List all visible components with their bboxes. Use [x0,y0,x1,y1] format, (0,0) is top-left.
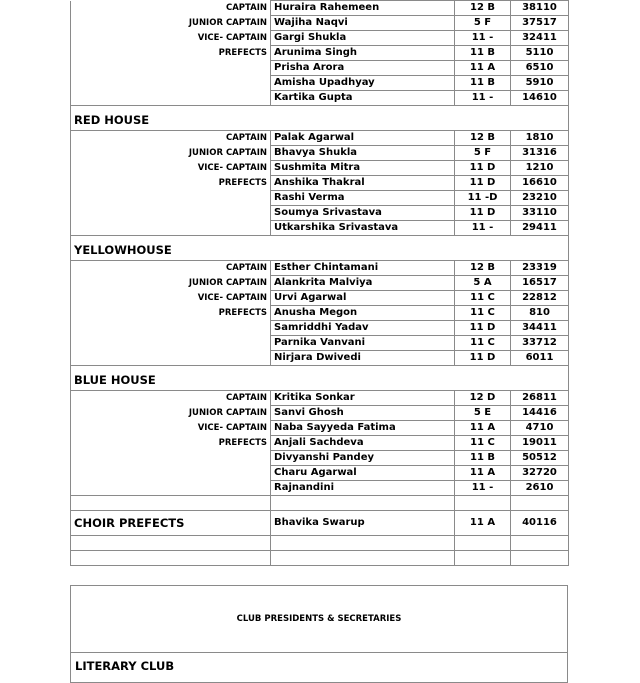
member-row [71,61,569,76]
position-cell [71,466,271,481]
admission-number-cell: 34411 [511,321,569,336]
admission-number-cell: 33712 [511,336,569,351]
name-cell: Gargi Shukla [271,31,455,46]
member-row [71,76,569,91]
position-cell: PREFECTS [71,46,271,61]
name-cell: Anusha Megon [271,306,455,321]
class-cell: 5 E [455,406,511,421]
class-cell: 5 F [455,16,511,31]
house-title: BLUE HOUSE [71,366,569,391]
class-cell: 11 A [455,511,511,536]
admission-number-cell: 14416 [511,406,569,421]
admission-number-cell: 16610 [511,176,569,191]
name-cell: Bhavya Shukla [271,146,455,161]
name-cell: Sanvi Ghosh [271,406,455,421]
empty-cell [71,536,271,551]
empty-cell [71,551,271,566]
member-row [71,421,569,436]
member-row [71,436,569,451]
member-row [71,391,569,406]
house-title: RED HOUSE [71,106,569,131]
name-cell: Huraira Rahemeen [271,1,455,16]
name-cell: Nirjara Dwivedi [271,351,455,366]
admission-number-cell: 14610 [511,91,569,106]
name-cell: Sushmita Mitra [271,161,455,176]
member-row [71,451,569,466]
name-cell: Alankrita Malviya [271,276,455,291]
admission-number-cell: 38110 [511,1,569,16]
empty-cell [455,551,511,566]
admission-number-cell: 32720 [511,466,569,481]
name-cell: Anjali Sachdeva [271,436,455,451]
member-row [71,466,569,481]
position-cell: VICE- CAPTAIN [71,291,271,306]
roster-body [71,1,569,566]
admission-number-cell: 22812 [511,291,569,306]
member-row [71,91,569,106]
member-row [71,31,569,46]
admission-number-cell: 50512 [511,451,569,466]
empty-cell [271,536,455,551]
member-row [71,1,569,16]
position-cell: CAPTAIN [71,391,271,406]
position-cell: PREFECTS [71,306,271,321]
member-row [71,131,569,146]
name-cell: Parnika Vanvani [271,336,455,351]
class-cell: 11 B [455,451,511,466]
member-row [71,336,569,351]
class-cell: 11 - [455,481,511,496]
position-cell: PREFECTS [71,176,271,191]
empty-row [71,536,569,551]
admission-number-cell: 5910 [511,76,569,91]
member-row [71,221,569,236]
admission-number-cell: 2610 [511,481,569,496]
document-sheet [70,0,568,673]
member-row [71,306,569,321]
admission-number-cell: 6510 [511,61,569,76]
name-cell: Wajiha Naqvi [271,16,455,31]
class-cell: 12 B [455,261,511,276]
admission-number-cell: 40116 [511,511,569,536]
roster-table [70,0,569,566]
position-cell: VICE- CAPTAIN [71,421,271,436]
empty-cell [71,496,271,511]
position-cell [71,61,271,76]
empty-cell [455,496,511,511]
member-row [71,351,569,366]
admission-number-cell: 31316 [511,146,569,161]
position-cell: VICE- CAPTAIN [71,31,271,46]
position-cell [71,481,271,496]
admission-number-cell: 23210 [511,191,569,206]
empty-cell [511,551,569,566]
position-cell: JUNIOR CAPTAIN [71,16,271,31]
class-cell: 5 A [455,276,511,291]
admission-number-cell: 1810 [511,131,569,146]
member-row [71,191,569,206]
position-cell [71,336,271,351]
club-heading-box [70,585,568,653]
class-cell: 11 D [455,321,511,336]
literary-club-heading: LITERARY CLUB [70,653,568,683]
house-title: YELLOWHOUSE [71,236,569,261]
name-cell: Arunima Singh [271,46,455,61]
name-cell: Samriddhi Yadav [271,321,455,336]
member-row [71,146,569,161]
class-cell: 11 - [455,91,511,106]
class-cell: 11 - [455,31,511,46]
empty-cell [455,536,511,551]
choir-prefects-row [71,511,569,536]
empty-cell [511,496,569,511]
class-cell: 11 D [455,206,511,221]
admission-number-cell: 29411 [511,221,569,236]
class-cell: 12 D [455,391,511,406]
name-cell: Amisha Upadhyay [271,76,455,91]
house-heading-row [71,236,569,261]
position-cell [71,206,271,221]
position-cell [71,76,271,91]
name-cell: Naba Sayyeda Fatima [271,421,455,436]
class-cell: 11 -D [455,191,511,206]
member-row [71,406,569,421]
spacer-row [71,496,569,511]
empty-cell [271,551,455,566]
position-cell: JUNIOR CAPTAIN [71,276,271,291]
member-row [71,261,569,276]
house-heading-row [71,366,569,391]
class-cell: 11 - [455,221,511,236]
position-cell [71,91,271,106]
class-cell: 11 D [455,351,511,366]
member-row [71,16,569,31]
name-cell: Kritika Sonkar [271,391,455,406]
name-cell: Bhavika Swarup [271,511,455,536]
name-cell: Anshika Thakral [271,176,455,191]
class-cell: 11 B [455,46,511,61]
name-cell: Prisha Arora [271,61,455,76]
position-cell: CAPTAIN [71,261,271,276]
admission-number-cell: 33110 [511,206,569,221]
name-cell: Rashi Verma [271,191,455,206]
member-row [71,161,569,176]
class-cell: 11 A [455,421,511,436]
position-cell: CAPTAIN [71,131,271,146]
name-cell: Soumya Srivastava [271,206,455,221]
position-cell: JUNIOR CAPTAIN [71,146,271,161]
name-cell: Utkarshika Srivastava [271,221,455,236]
position-cell [71,221,271,236]
admission-number-cell: 5110 [511,46,569,61]
house-heading-row [71,106,569,131]
admission-number-cell: 16517 [511,276,569,291]
empty-cell [511,536,569,551]
member-row [71,321,569,336]
club-heading: CLUB PRESIDENTS & SECRETARIES [236,614,402,624]
name-cell: Divyanshi Pandey [271,451,455,466]
class-cell: 11 D [455,161,511,176]
admission-number-cell: 32411 [511,31,569,46]
name-cell: Esther Chintamani [271,261,455,276]
class-cell: 11 C [455,306,511,321]
name-cell: Urvi Agarwal [271,291,455,306]
class-cell: 11 A [455,466,511,481]
admission-number-cell: 19011 [511,436,569,451]
name-cell: Rajnandini [271,481,455,496]
member-row [71,206,569,221]
class-cell: 11 A [455,61,511,76]
class-cell: 11 D [455,176,511,191]
position-cell [71,351,271,366]
admission-number-cell: 6011 [511,351,569,366]
section-gap [70,566,568,585]
admission-number-cell: 4710 [511,421,569,436]
member-row [71,291,569,306]
empty-row [71,551,569,566]
admission-number-cell: 23319 [511,261,569,276]
position-cell: PREFECTS [71,436,271,451]
member-row [71,481,569,496]
class-cell: 5 F [455,146,511,161]
name-cell: Charu Agarwal [271,466,455,481]
member-row [71,276,569,291]
member-row [71,46,569,61]
name-cell: Palak Agarwal [271,131,455,146]
class-cell: 11 C [455,291,511,306]
admission-number-cell: 26811 [511,391,569,406]
position-cell [71,451,271,466]
class-cell: 12 B [455,1,511,16]
position-cell: JUNIOR CAPTAIN [71,406,271,421]
admission-number-cell: 1210 [511,161,569,176]
choir-title: CHOIR PREFECTS [71,511,271,536]
empty-cell [271,496,455,511]
class-cell: 12 B [455,131,511,146]
class-cell: 11 B [455,76,511,91]
position-cell: VICE- CAPTAIN [71,161,271,176]
class-cell: 11 C [455,336,511,351]
admission-number-cell: 810 [511,306,569,321]
position-cell: CAPTAIN [71,1,271,16]
name-cell: Kartika Gupta [271,91,455,106]
member-row [71,176,569,191]
position-cell [71,321,271,336]
admission-number-cell: 37517 [511,16,569,31]
class-cell: 11 C [455,436,511,451]
position-cell [71,191,271,206]
